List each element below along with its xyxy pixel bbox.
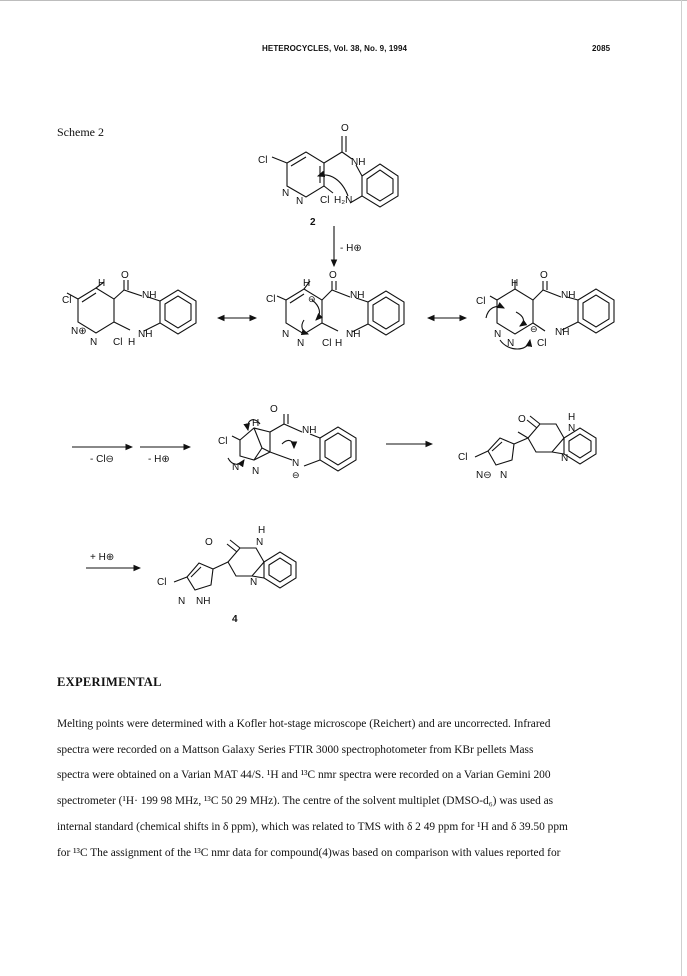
step-loss-proton-label: - H⊕: [148, 454, 170, 465]
atom-cl: Cl: [266, 294, 276, 305]
atom-cl: Cl: [62, 295, 72, 306]
scheme-label: Scheme 2: [57, 125, 104, 139]
atom-o: O: [270, 404, 278, 415]
atom-h: H: [98, 278, 106, 289]
atom-n-plus: N⊕: [71, 326, 87, 337]
atom-n: N: [292, 458, 300, 469]
atom-cl: Cl: [322, 338, 332, 349]
atom-nh: NH: [351, 157, 366, 168]
atom-o: O: [540, 270, 548, 281]
atom-n: N: [232, 462, 240, 473]
atom-nh: NH: [138, 329, 153, 340]
atom-cl: Cl: [258, 155, 268, 166]
experimental-paragraph: [57, 712, 669, 866]
page-number: 2085: [592, 44, 611, 53]
anion-charge: ⊖: [292, 470, 300, 480]
atom-n: N: [297, 338, 305, 349]
paragraph-line: spectrometer (¹H· 199 98 MHz, ¹³C 50 29 MHz). The centre of the solvent multiplet (DMSO-d₆) was used as: [57, 795, 554, 808]
atom-n: N: [561, 453, 569, 464]
atom-nh: NH: [142, 290, 157, 301]
atom-cl: Cl: [458, 452, 468, 463]
paragraph-line: internal standard (chemical shifts in δ ppm), which was related to TMS with δ 2 49 ppm for ¹H and δ 39.50 ppm: [57, 820, 568, 833]
atom-n: N: [252, 466, 260, 477]
atom-cl: Cl: [476, 296, 486, 307]
atom-n: N: [568, 423, 576, 434]
atom-h: H: [252, 418, 260, 429]
atom-nh: NH: [346, 329, 361, 340]
atom-n: N: [178, 596, 186, 607]
atom-n: N: [494, 329, 502, 340]
atom-h: H: [511, 278, 519, 289]
atom-h: H: [335, 338, 343, 349]
structure-row2-middle: [277, 281, 404, 335]
paragraph-line: Melting points were determined with a Kofler hot-stage microscope (Reichert) and are uncorrected. Infrared: [57, 718, 551, 730]
atom-cl: Cl: [218, 436, 228, 447]
atom-o: O: [121, 270, 129, 281]
section-title-experimental: EXPERIMENTAL: [57, 675, 162, 689]
atom-nh: NH: [196, 596, 211, 607]
atom-n: N: [250, 577, 258, 588]
atom-h2n: H₂N: [334, 195, 353, 206]
atom-n: N: [282, 188, 290, 199]
atom-n: N: [500, 470, 508, 481]
atom-n: N: [282, 329, 290, 340]
atom-nh: NH: [302, 425, 317, 436]
atom-n: N: [296, 196, 304, 207]
atom-cl: Cl: [157, 577, 167, 588]
atom-h: H: [128, 337, 136, 348]
anion-charge: ⊖: [308, 294, 316, 304]
atom-h: H: [303, 278, 311, 289]
step-loss-chloride-label: - Cl⊖: [90, 454, 114, 465]
step-protonation-label: + H⊕: [90, 552, 115, 563]
atom-n: N: [90, 337, 98, 348]
paragraph-line: spectra were recorded on a Mattson Galaxy Series FTIR 3000 spectrophotometer from KBr pellets Mass: [57, 743, 534, 756]
structure-compound-4: [174, 540, 296, 590]
structure-row3-product: [475, 416, 596, 465]
step-deprotonation-label: - H⊕: [340, 243, 362, 254]
running-header-journal: HETEROCYCLES, Vol. 38, No. 9, 1994: [262, 44, 408, 53]
compound-label-2: 2: [310, 217, 316, 228]
atom-nh: NH: [561, 290, 576, 301]
atom-cl: Cl: [113, 337, 123, 348]
atom-nh: NH: [350, 290, 365, 301]
atom-o: O: [205, 537, 213, 548]
atom-o: O: [341, 123, 349, 134]
atom-n: N: [507, 338, 515, 349]
anion-charge: ⊖: [530, 324, 538, 334]
atom-n: N: [256, 537, 264, 548]
paragraph-line: for ¹³C The assignment of the ¹³C nmr data for compound(4)was based on comparison with values reported for: [57, 846, 561, 859]
atom-o: O: [329, 270, 337, 281]
atom-n-minus: N⊖: [476, 470, 492, 481]
paragraph-line: spectra were obtained on a Varian MAT 44/S. ¹H and ¹³C nmr spectra were recorded on a Varian Gemini 200: [57, 769, 551, 782]
structure-row2-right: [486, 280, 614, 349]
atom-o: O: [518, 414, 526, 425]
atom-h: H: [568, 412, 576, 423]
atom-cl: Cl: [537, 338, 547, 349]
atom-h: H: [258, 525, 266, 536]
atom-nh: NH: [555, 327, 570, 338]
atom-cl: Cl: [320, 195, 330, 206]
compound-label-4: 4: [232, 614, 238, 625]
